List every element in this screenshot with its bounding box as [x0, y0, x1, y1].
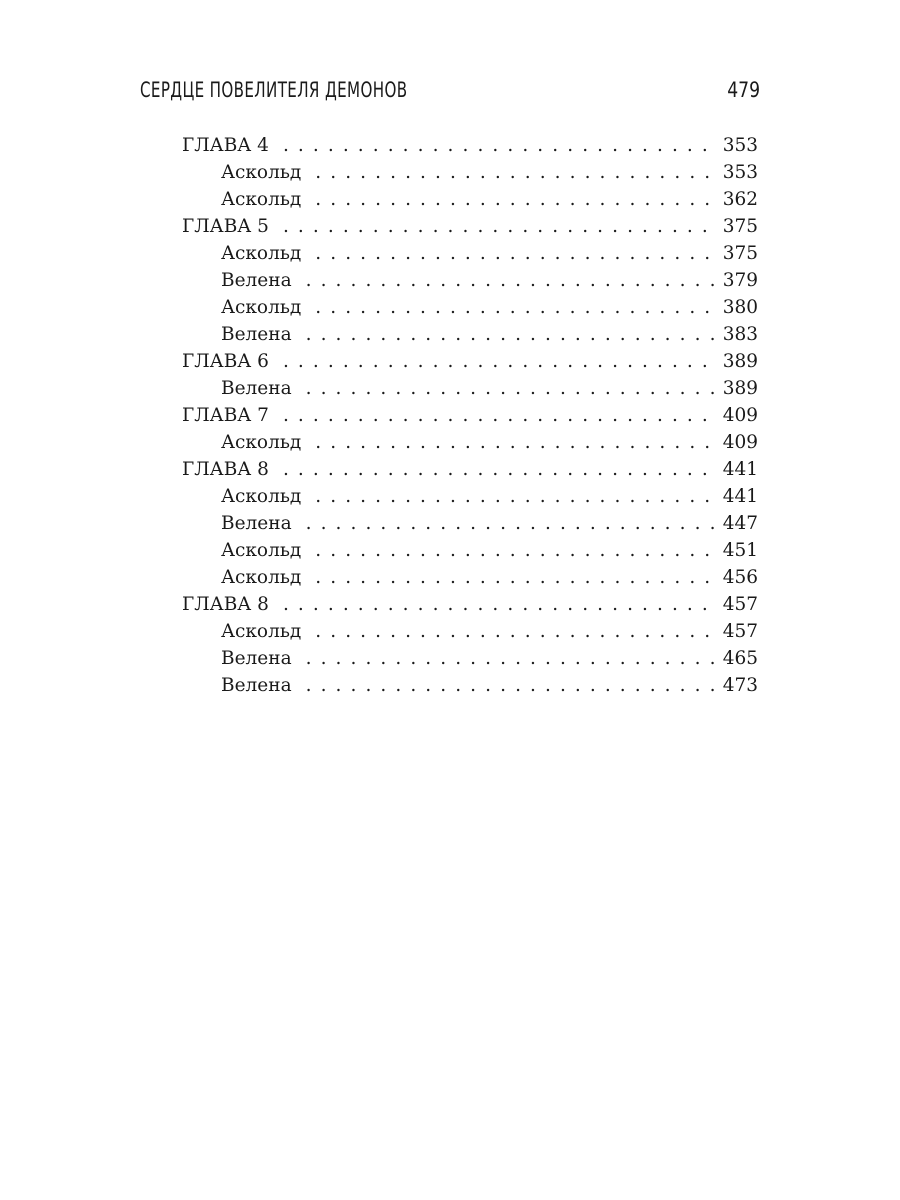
toc-entry-page-number: 457 [722, 594, 758, 615]
toc-section-entry [182, 375, 758, 402]
toc-dot-leader [306, 510, 714, 537]
toc-entry-page-number: 409 [722, 432, 758, 453]
toc-entry-page-number: 473 [722, 675, 758, 696]
toc-entry-label: Аскольд [221, 486, 302, 507]
toc-dot-leader [315, 618, 714, 645]
toc-dot-leader [283, 132, 714, 159]
toc-entry-page-number: 441 [722, 486, 758, 507]
toc-dot-leader [306, 672, 714, 699]
toc-entry-page-number: 456 [722, 567, 758, 588]
toc-section-entry [182, 429, 758, 456]
toc-dot-leader [283, 456, 714, 483]
toc-dot-leader [306, 645, 714, 672]
toc-dot-leader [283, 402, 714, 429]
toc-entry-page-number: 380 [722, 297, 758, 318]
toc-entry-page-number: 375 [722, 243, 758, 264]
toc-entry-label: Аскольд [221, 162, 302, 183]
toc-dot-leader [315, 483, 714, 510]
toc-entry-label: Аскольд [221, 567, 302, 588]
toc-dot-leader [306, 375, 714, 402]
toc-entry-page-number: 441 [722, 459, 758, 480]
toc-entry-label: ГЛАВА 8 [182, 594, 269, 615]
toc-entry-label: ГЛАВА 4 [182, 135, 269, 156]
toc-entry-label: Велена [221, 324, 292, 345]
toc-entry-page-number: 389 [722, 378, 758, 399]
toc-dot-leader [306, 267, 714, 294]
toc-entry-page-number: 375 [722, 216, 758, 237]
toc-dot-leader [283, 213, 714, 240]
toc-section-entry [182, 645, 758, 672]
book-title: СЕРДЦЕ ПОВЕЛИТЕЛЯ ДЕМОНОВ [140, 78, 408, 102]
toc-dot-leader [315, 240, 714, 267]
toc-section-entry [182, 483, 758, 510]
toc-section-entry [182, 294, 758, 321]
toc-entry-page-number: 379 [722, 270, 758, 291]
toc-section-entry [182, 672, 758, 699]
toc-entry-label: ГЛАВА 6 [182, 351, 269, 372]
toc-section-entry [182, 564, 758, 591]
toc-section-entry [182, 537, 758, 564]
toc-entry-page-number: 353 [722, 135, 758, 156]
toc-entry-label: Аскольд [221, 432, 302, 453]
toc-dot-leader [283, 591, 714, 618]
toc-entry-page-number: 409 [722, 405, 758, 426]
toc-dot-leader [315, 429, 714, 456]
toc-dot-leader [315, 294, 714, 321]
toc-section-entry [182, 186, 758, 213]
toc-section-entry [182, 267, 758, 294]
toc-chapter-entry [182, 591, 758, 618]
toc-dot-leader [315, 537, 714, 564]
toc-dot-leader [315, 564, 714, 591]
running-head [140, 78, 760, 118]
toc-chapter-entry [182, 456, 758, 483]
toc-section-entry [182, 159, 758, 186]
toc-section-entry [182, 510, 758, 537]
toc-entry-label: Аскольд [221, 297, 302, 318]
toc-dot-leader [306, 321, 714, 348]
toc-entry-label: ГЛАВА 8 [182, 459, 269, 480]
toc-dot-leader [283, 348, 714, 375]
toc-entry-label: Аскольд [221, 189, 302, 210]
toc-chapter-entry [182, 402, 758, 429]
toc-entry-label: ГЛАВА 7 [182, 405, 269, 426]
toc-section-entry [182, 321, 758, 348]
toc-entry-page-number: 465 [722, 648, 758, 669]
toc-entry-label: Велена [221, 513, 292, 534]
toc-entry-page-number: 389 [722, 351, 758, 372]
toc-entry-label: Велена [221, 378, 292, 399]
toc-entry-label: Велена [221, 648, 292, 669]
toc-section-entry [182, 240, 758, 267]
toc-dot-leader [315, 186, 714, 213]
toc-dot-leader [315, 159, 714, 186]
toc-entry-page-number: 383 [722, 324, 758, 345]
toc-entry-page-number: 451 [722, 540, 758, 561]
table-of-contents [182, 132, 758, 699]
toc-chapter-entry [182, 213, 758, 240]
toc-entry-label: ГЛАВА 5 [182, 216, 269, 237]
page-number: 479 [727, 78, 760, 102]
toc-entry-page-number: 353 [722, 162, 758, 183]
toc-entry-label: Велена [221, 675, 292, 696]
toc-chapter-entry [182, 132, 758, 159]
toc-chapter-entry [182, 348, 758, 375]
toc-entry-page-number: 457 [722, 621, 758, 642]
toc-entry-page-number: 447 [722, 513, 758, 534]
toc-entry-label: Аскольд [221, 621, 302, 642]
toc-entry-page-number: 362 [722, 189, 758, 210]
toc-entry-label: Аскольд [221, 243, 302, 264]
toc-section-entry [182, 618, 758, 645]
toc-entry-label: Аскольд [221, 540, 302, 561]
toc-entry-label: Велена [221, 270, 292, 291]
